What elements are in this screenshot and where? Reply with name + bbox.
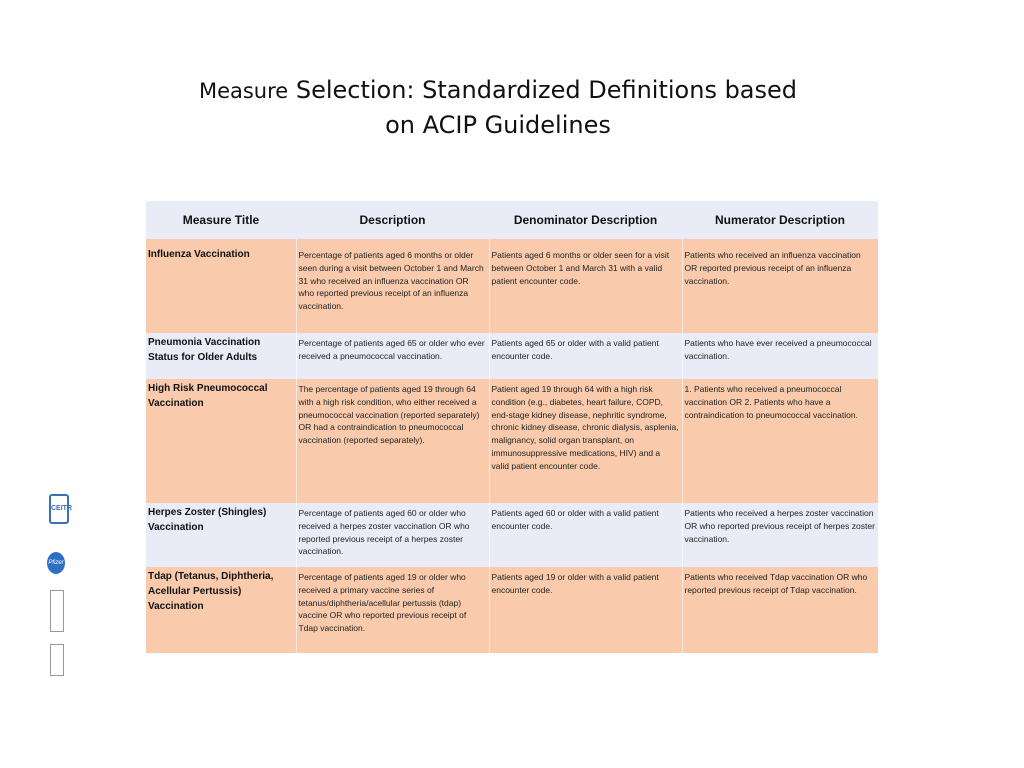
numerator-cell: Patients who received a herpes zoster vaccination OR who reported previous receipt of herpes zoster vaccination. [682,503,878,567]
denominator-cell: Patients aged 60 or older with a valid patient encounter code. [489,503,682,567]
table-header-row [146,201,878,239]
title-part1: Measure [198,79,289,103]
table-row [146,333,878,379]
table-row [146,567,878,653]
table-row [146,245,878,333]
measure-title-cell: Influenza Vaccination [146,245,296,333]
measure-title-cell: High Risk Pneumococcal Vaccination [146,379,296,503]
measure-title-cell: Herpes Zoster (Shingles) Vaccination [146,503,296,567]
description-cell: The percentage of patients aged 19 through 64 with a high risk condition, who either received a pneumococcal vaccination (reported separately) OR had a contraindication to pneumococcal vaccination (reported separately). [296,379,489,503]
numerator-cell: Patients who received Tdap vaccination OR who reported previous receipt of Tdap vaccination. [682,567,878,653]
measures-table [146,201,879,653]
measure-title-cell: Tdap (Tetanus, Diphtheria, Acellular Pertussis) Vaccination [146,567,296,653]
description-cell: Percentage of patients aged 19 or older who received a primary vaccine series of tetanus/diphtheria/acellular pertussis (tdap) vaccine OR who reported previous receipt of Tdap vaccination. [296,567,489,653]
header-description: Description [296,201,489,239]
numerator-cell: Patients who have ever received a pneumococcal vaccination. [682,333,878,379]
description-cell: Percentage of patients aged 6 months or older seen during a visit between October 1 and March 31 who received an influenza vaccination OR who reported previous receipt of an influenza vaccination. [296,245,489,333]
title-line2: on ACIP Guidelines [385,111,611,139]
table-row [146,379,878,503]
denominator-cell: Patient aged 19 through 64 with a high risk condition (e.g., diabetes, heart failure, COPD, end-stage kidney disease, nephritic syndrome, chronic kidney disease, chronic dialysis, asplenia, malignancy, solid organ transplant, on immunosuppressive medications, HIV) and a valid patient encounter code. [489,379,682,503]
image-placeholder [50,590,64,632]
denominator-cell: Patients aged 65 or older with a valid patient encounter code. [489,333,682,379]
header-measure-title: Measure Title [146,201,296,239]
measure-title-cell: Pneumonia Vaccination Status for Older Adults [146,333,296,379]
numerator-cell: 1. Patients who received a pneumococcal vaccination OR 2. Patients who have a contraindication to pneumococcal vaccination. [682,379,878,503]
denominator-cell: Patients aged 19 or older with a valid patient encounter code. [489,567,682,653]
pfizer-logo: Pfizer [47,552,65,574]
description-cell: Percentage of patients aged 65 or older who ever received a pneumococcal vaccination. [296,333,489,379]
slide-title [0,73,996,142]
header-numerator: Numerator Description [682,201,878,239]
description-cell: Percentage of patients aged 60 or older who received a herpes zoster vaccination OR who reported previous receipt of a herpes zoster vaccination. [296,503,489,567]
ceitr-logo: CEITR [49,494,69,524]
header-denominator: Denominator Description [489,201,682,239]
table-row [146,503,878,567]
image-placeholder [50,644,64,676]
denominator-cell: Patients aged 6 months or older seen for a visit between October 1 and March 31 with a valid patient encounter code. [489,245,682,333]
title-part2: Selection: Standardized Definitions based [288,76,798,104]
numerator-cell: Patients who received an influenza vaccination OR reported previous receipt of an influenza vaccination. [682,245,878,333]
